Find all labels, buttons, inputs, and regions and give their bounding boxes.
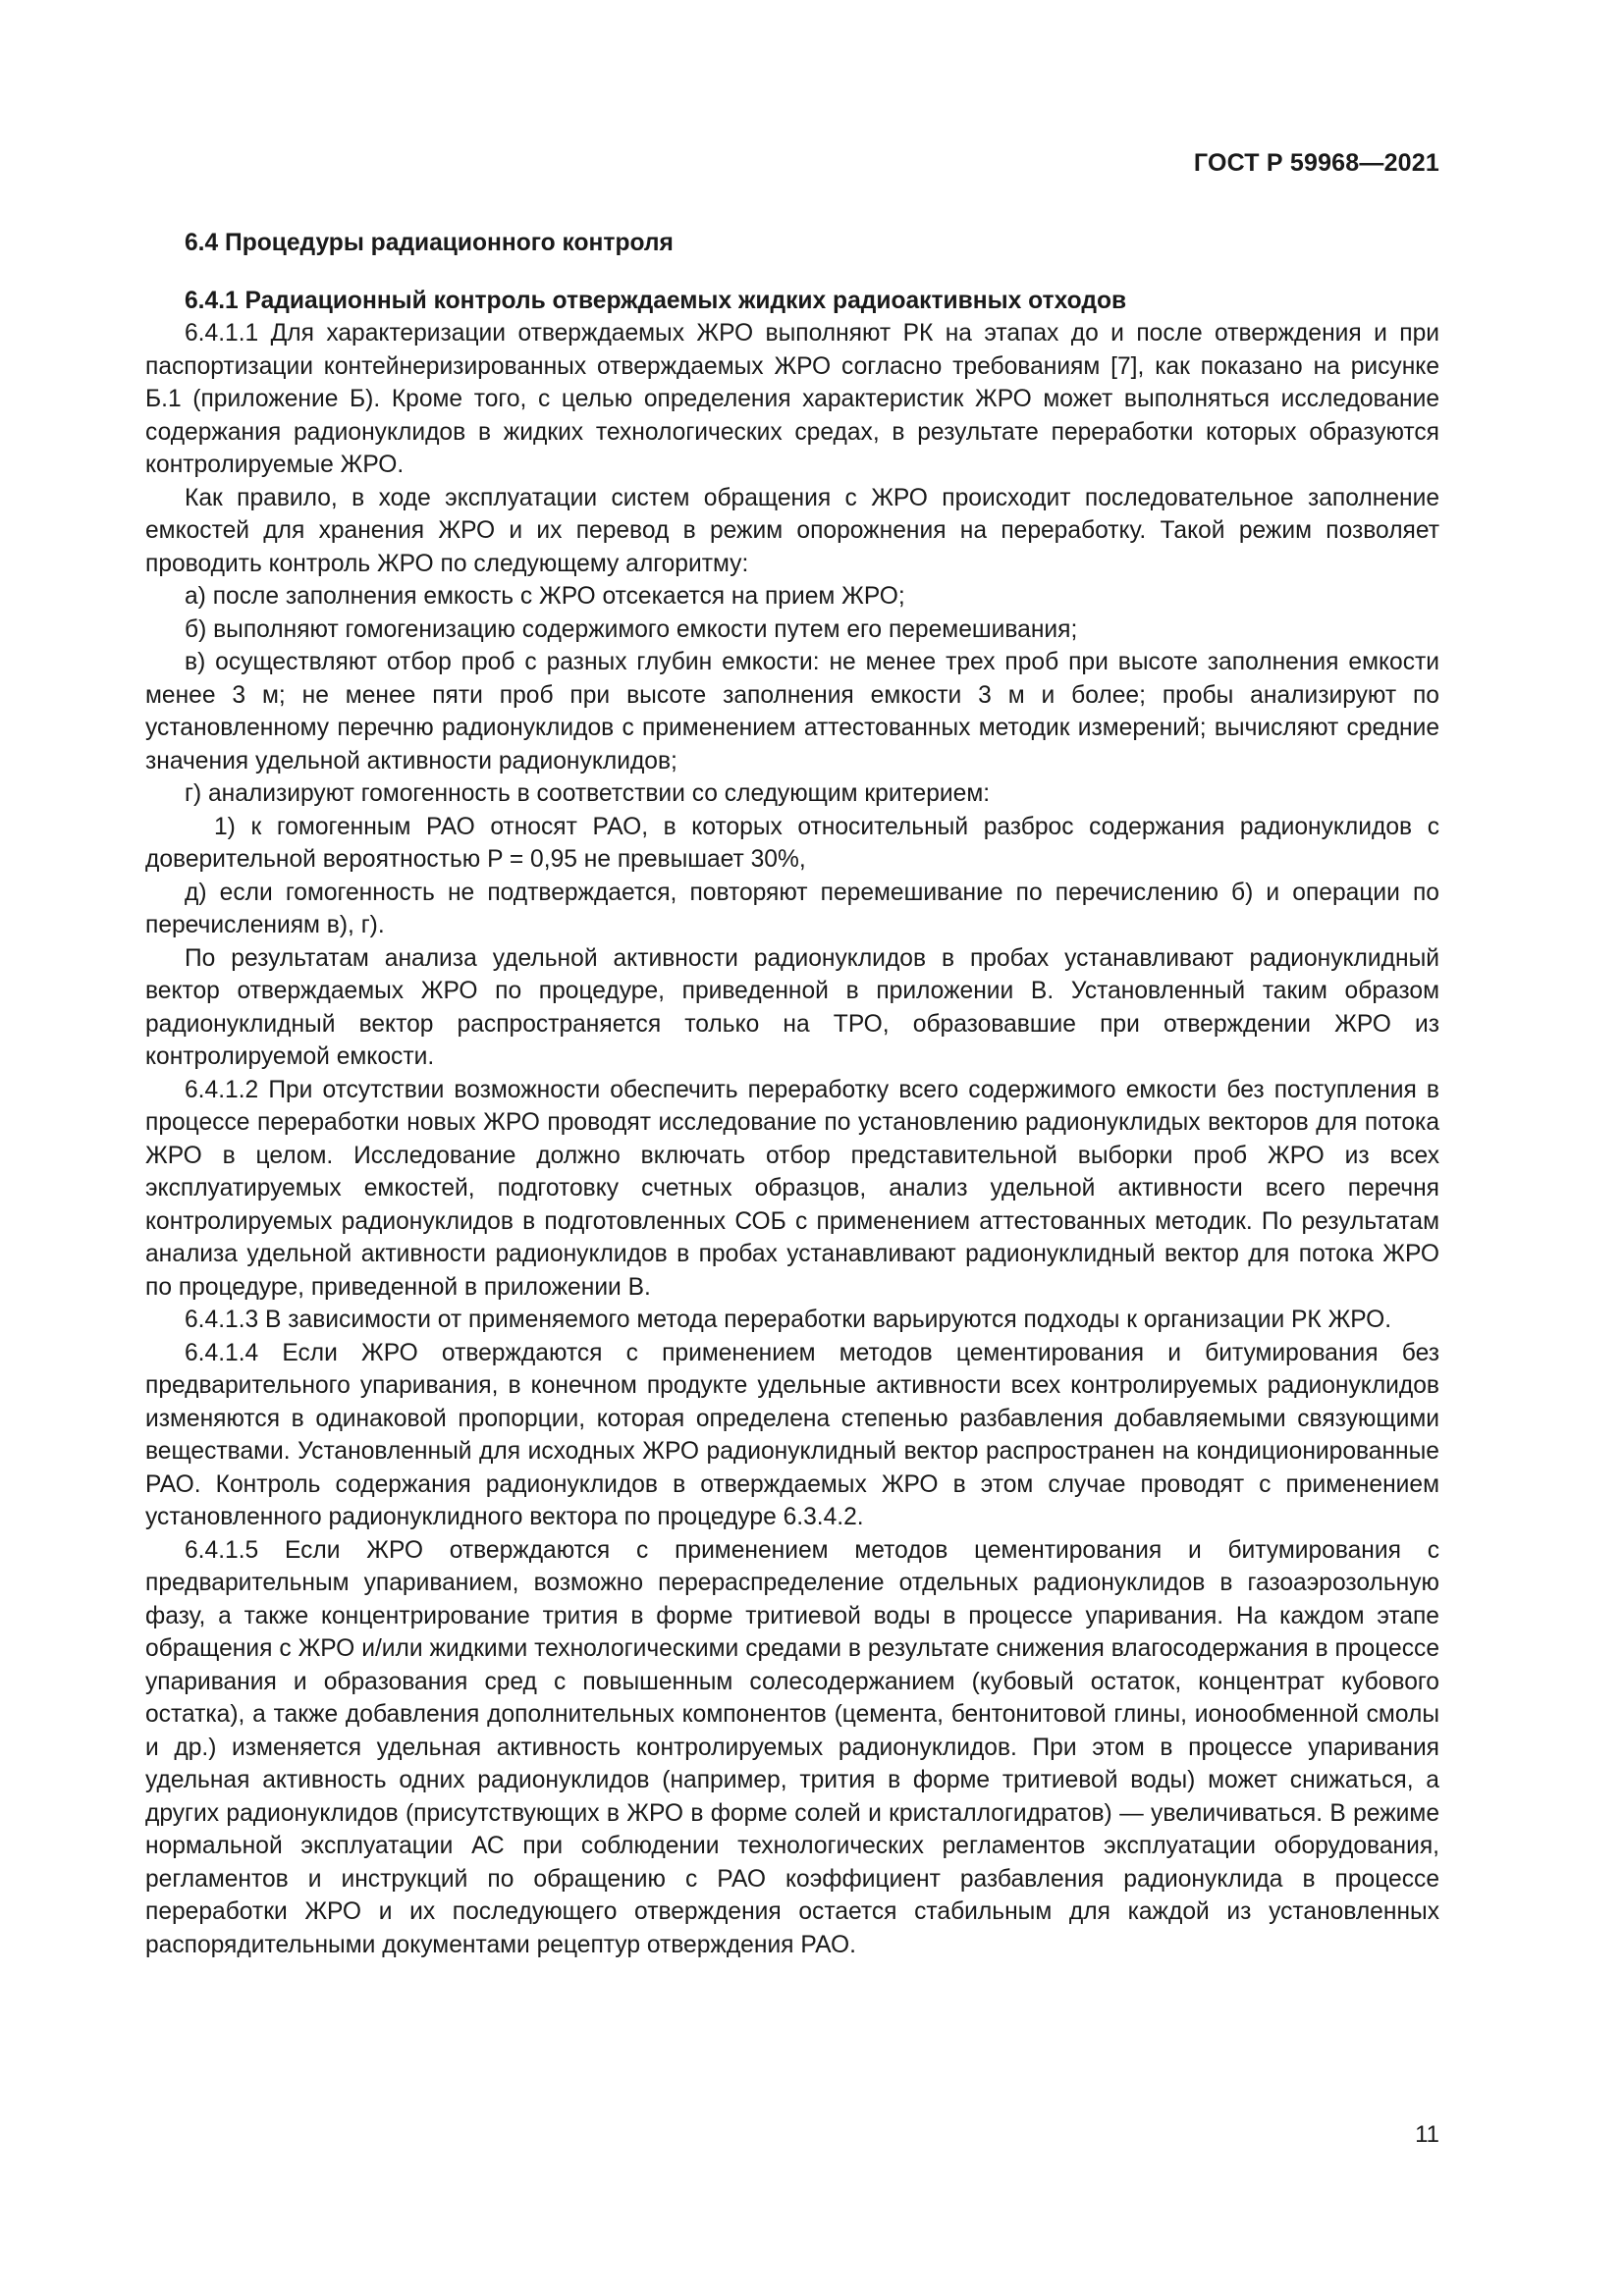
paragraph-6-4-1-1: 6.4.1.1 Для характеризации отверждаемых ЖРО выполняют РК на этапах до и после отверждения и при паспортизации контейнеризированных отверждаемых ЖРО согласно требованиям [7], как показано на рисунке Б.1 (приложение Б). Кроме того, с целью определения характеристик ЖРО может выполняться исследование содержания радионуклидов в жидких технологических средах, в результате переработки которых образуются контролируемые ЖРО.: [145, 320, 1439, 478]
list-item-v: в) осуществляют отбор проб с разных глубин емкости: не менее трех проб при высоте заполнения емкости менее 3 м; не менее пяти проб при высоте заполнения емкости 3 м и более; пробы анализируют по установленному перечню радионуклидов с применением аттестованных методик измерений; вычисляют средние значения удельной активности радионуклидов;: [145, 649, 1439, 774]
list-item-a: а) после заполнения емкость с ЖРО отсекается на прием ЖРО;: [185, 583, 905, 610]
paragraph-6-4-1-5: 6.4.1.5 Если ЖРО отверждаются с применением методов цементирования и битумирования с предварительным упариванием, возможно перераспределение отдельных радионуклидов в газоаэрозольную фазу, а также концентрирование трития в форме тритиевой воды в процессе упаривания. На каждом этапе обращения с ЖРО и/или жидкими технологическими средами в результате снижения влагосодержания в процессе упаривания и образования сред с повышенным солесодержанием (кубовый остаток, концентрат кубового остатка), а также добавления дополнительных компонентов (цемента, бентонитовой глины, ионообменной смолы и др.) изменяется удельная активность контролируемых радионуклидов. При этом в процессе упаривания удельная активность одних радионуклидов (например, трития в форме тритиевой воды) может снижаться, а других радионуклидов (присутствующих в ЖРО в форме солей и кристаллогидратов) — увеличиваться. В режиме нормальной эксплуатации АС при соблюдении технологических регламентов эксплуатации оборудования, регламентов и инструкций по обращению с РАО коэффициент разбавления радионуклида в процессе переработки ЖРО и их последующего отверждения остается стабильным для каждой из установленных распорядительными документами рецептур отверждения РАО.: [145, 1536, 1439, 1958]
paragraph-6-4-1-3: 6.4.1.3 В зависимости от применяемого метода переработки варьируются подходы к организации РК ЖРО.: [185, 1307, 1392, 1333]
section-heading: 6.4 Процедуры радиационного контроля: [185, 230, 674, 256]
list-item-g: г) анализируют гомогенность в соответствии со следующим критерием:: [185, 780, 991, 807]
list-subitem-1: 1) к гомогенным РАО относят РАО, в которых относительный разброс содержания радионуклидов с доверительной вероятностью P = 0,95 не превышает 30%,: [145, 813, 1439, 873]
document-body: [145, 227, 1439, 1961]
list-item-b: б) выполняют гомогенизацию содержимого емкости путем его перемешивания;: [185, 615, 1078, 643]
page-number: 11: [1415, 2121, 1439, 2148]
paragraph-results: По результатам анализа удельной активности радионуклидов в пробах устанавливают радионуклидный вектор отверждаемых ЖРО по процедуре, приведенной в приложении В. Установленный таким образом радионуклидный вектор распространяется только на ТРО, образовавшие при отверждении ЖРО из контролируемой емкости.: [145, 944, 1439, 1070]
document-code: ГОСТ Р 59968—2021: [1193, 149, 1439, 177]
paragraph-6-4-1-4: 6.4.1.4 Если ЖРО отверждаются с применением методов цементирования и битумирования без предварительного упаривания, в конечном продукте удельные активности всех контролируемых радионуклидов изменяются в одинаковой пропорции, которая определена степенью разбавления добавляемыми связующими веществами. Установленный для исходных ЖРО радионуклидный вектор распространен на кондиционированные РАО. Контроль содержания радионуклидов в отверждаемых ЖРО в этом случае проводят с применением установленного радионуклидного вектора по процедуре 6.3.4.2.: [145, 1339, 1439, 1530]
paragraph-6-4-1-2: 6.4.1.2 При отсутствии возможности обеспечить переработку всего содержимого емкости без поступления в процессе переработки новых ЖРО проводят исследование по установлению радионуклидых векторов для потока ЖРО в целом. Исследование должно включать отбор представительной выборки проб ЖРО из всех эксплуатируемых емкостей, подготовку счетных образцов, анализ удельной активности всего перечня контролируемых радионуклидов в подготовленных СОБ с применением аттестованных методик. По результатам анализа удельной активности радионуклидов в пробах устанавливают радионуклидный вектор для потока ЖРО по процедуре, приведенной в приложении В.: [145, 1076, 1439, 1301]
paragraph-algorithm-intro: Как правило, в ходе эксплуатации систем обращения с ЖРО происходит последовательное заполнение емкостей для хранения ЖРО и их перевод в режим опорожнения на переработку. Такой режим позволяет проводить контроль ЖРО по следующему алгоритму:: [145, 484, 1439, 577]
list-item-d: д) если гомогенность не подтверждается, повторяют перемешивание по перечислению б) и операции по перечислениям в), г).: [145, 879, 1439, 938]
subsection-heading: 6.4.1 Радиационный контроль отверждаемых жидких радиоактивных отходов: [185, 287, 1127, 314]
